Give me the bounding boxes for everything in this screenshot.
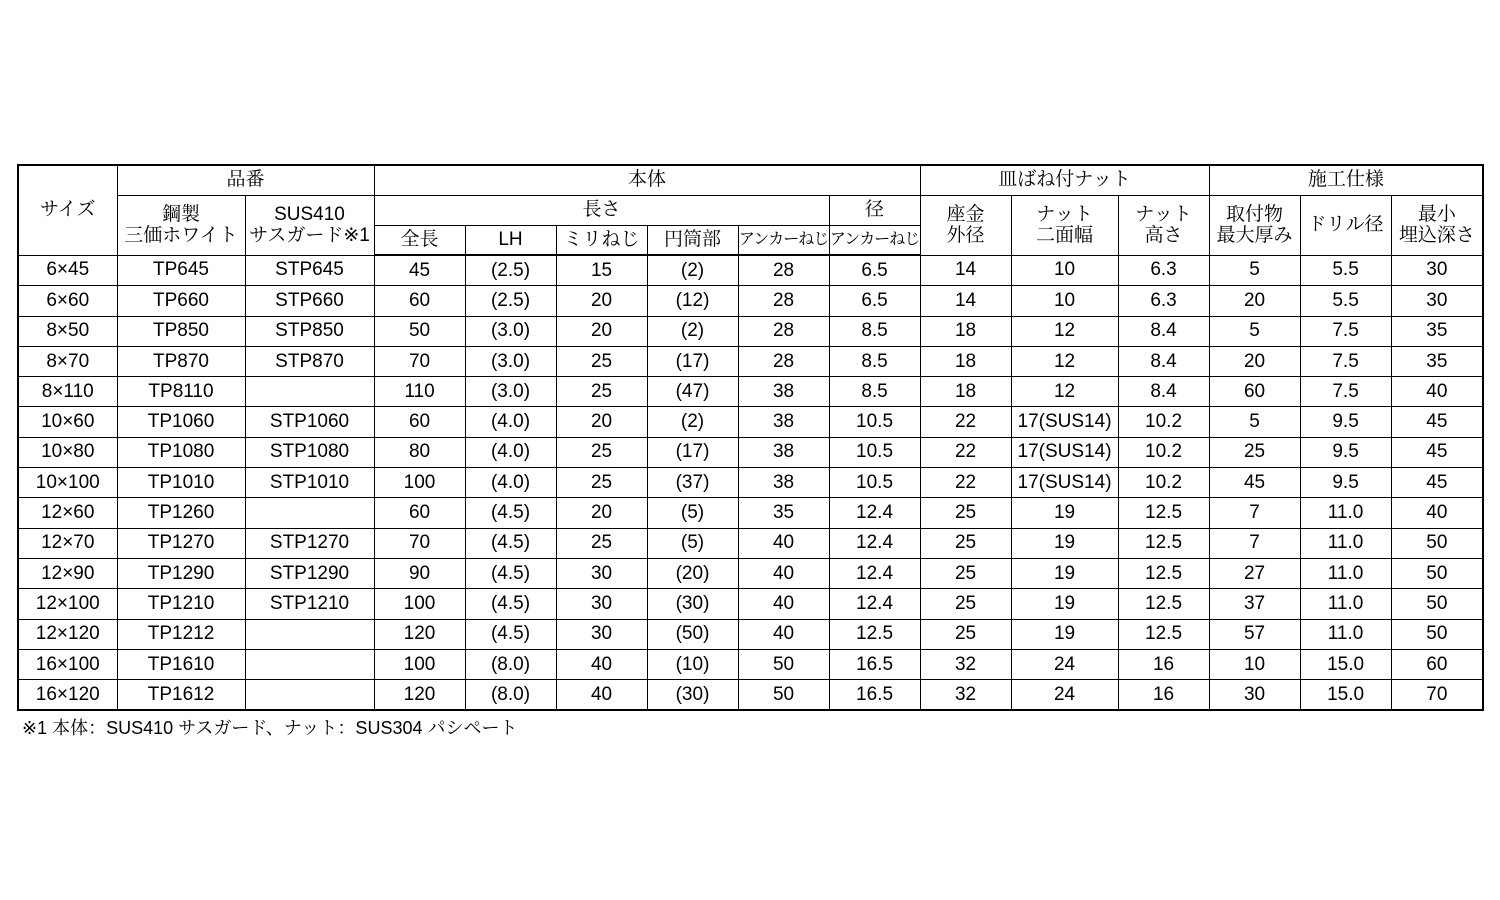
cell-nut-height: 10.2 (1118, 468, 1209, 498)
cell-min-embed: 40 (1391, 377, 1483, 407)
cell-steel-part: TP1210 (117, 589, 245, 619)
table-header (18, 165, 1483, 255)
cell-lh: (3.0) (465, 346, 556, 376)
cell-anchor-dia: 6.5 (829, 255, 920, 286)
spec-table (17, 164, 1484, 711)
cell-total-length: 100 (374, 468, 465, 498)
cell-lh: (4.5) (465, 528, 556, 558)
table-row (18, 468, 1483, 498)
cell-lh: (2.5) (465, 286, 556, 316)
table-row (18, 377, 1483, 407)
cell-washer-od: 25 (920, 619, 1011, 649)
cell-drill-dia: 9.5 (1300, 468, 1391, 498)
cell-anchor-thread: 50 (738, 680, 829, 711)
cell-total-length: 60 (374, 407, 465, 437)
cell-max-thickness: 20 (1209, 346, 1300, 376)
header-size: サイズ (18, 165, 117, 255)
header-anchor-thread-dia: アンカーねじ (829, 225, 920, 255)
header-total-length: 全長 (374, 225, 465, 255)
cell-anchor-dia: 10.5 (829, 468, 920, 498)
cell-min-embed: 35 (1391, 346, 1483, 376)
cell-size: 10×100 (18, 468, 117, 498)
cell-steel-part: TP1212 (117, 619, 245, 649)
cell-washer-od: 25 (920, 589, 1011, 619)
cell-size: 8×110 (18, 377, 117, 407)
table-row (18, 498, 1483, 528)
cell-size: 12×100 (18, 589, 117, 619)
cell-min-embed: 40 (1391, 498, 1483, 528)
cell-drill-dia: 11.0 (1300, 558, 1391, 588)
cell-anchor-thread: 38 (738, 377, 829, 407)
cell-drill-dia: 15.0 (1300, 649, 1391, 679)
cell-washer-od: 18 (920, 316, 1011, 346)
table-row (18, 316, 1483, 346)
cell-total-length: 80 (374, 437, 465, 467)
cell-min-embed: 50 (1391, 528, 1483, 558)
cell-washer-od: 25 (920, 498, 1011, 528)
cell-size: 10×80 (18, 437, 117, 467)
cell-max-thickness: 45 (1209, 468, 1300, 498)
cell-drill-dia: 11.0 (1300, 498, 1391, 528)
cell-max-thickness: 57 (1209, 619, 1300, 649)
cell-steel-part: TP1080 (117, 437, 245, 467)
cell-steel-part: TP1010 (117, 468, 245, 498)
cell-lh: (4.0) (465, 437, 556, 467)
cell-sus-part: STP1010 (245, 468, 374, 498)
cell-lh: (8.0) (465, 649, 556, 679)
cell-size: 12×90 (18, 558, 117, 588)
cell-total-length: 100 (374, 589, 465, 619)
cell-size: 10×60 (18, 407, 117, 437)
cell-anchor-thread: 28 (738, 255, 829, 286)
cell-steel-part: TP850 (117, 316, 245, 346)
header-cylinder: 円筒部 (647, 225, 738, 255)
cell-max-thickness: 5 (1209, 255, 1300, 286)
header-nut-width: ナット 二面幅 (1011, 195, 1118, 255)
cell-washer-od: 18 (920, 346, 1011, 376)
cell-cylinder: (50) (647, 619, 738, 649)
cell-nut-height: 16 (1118, 649, 1209, 679)
cell-total-length: 60 (374, 498, 465, 528)
cell-anchor-thread: 50 (738, 649, 829, 679)
cell-nut-height: 6.3 (1118, 255, 1209, 286)
cell-cylinder: (30) (647, 680, 738, 711)
cell-cylinder: (47) (647, 377, 738, 407)
cell-nut-height: 12.5 (1118, 528, 1209, 558)
cell-anchor-dia: 8.5 (829, 377, 920, 407)
cell-nut-height: 10.2 (1118, 407, 1209, 437)
cell-nut-width: 12 (1011, 346, 1118, 376)
cell-size: 12×70 (18, 528, 117, 558)
header-part-number: 品番 (117, 165, 374, 195)
cell-nut-width: 17(SUS14) (1011, 407, 1118, 437)
cell-sus-part (245, 377, 374, 407)
cell-min-embed: 45 (1391, 437, 1483, 467)
cell-metric-thread: 40 (556, 680, 647, 711)
cell-lh: (4.5) (465, 619, 556, 649)
cell-nut-height: 16 (1118, 680, 1209, 711)
cell-nut-width: 12 (1011, 377, 1118, 407)
cell-steel-part: TP8110 (117, 377, 245, 407)
cell-max-thickness: 30 (1209, 680, 1300, 711)
cell-nut-height: 8.4 (1118, 346, 1209, 376)
table-row (18, 649, 1483, 679)
cell-drill-dia: 7.5 (1300, 377, 1391, 407)
cell-metric-thread: 25 (556, 377, 647, 407)
cell-anchor-dia: 16.5 (829, 649, 920, 679)
cell-max-thickness: 20 (1209, 286, 1300, 316)
cell-cylinder: (2) (647, 255, 738, 286)
cell-anchor-thread: 40 (738, 619, 829, 649)
cell-cylinder: (12) (647, 286, 738, 316)
cell-drill-dia: 11.0 (1300, 589, 1391, 619)
cell-steel-part: TP1270 (117, 528, 245, 558)
cell-lh: (4.5) (465, 498, 556, 528)
cell-lh: (3.0) (465, 377, 556, 407)
table-row (18, 346, 1483, 376)
cell-nut-width: 12 (1011, 316, 1118, 346)
cell-washer-od: 14 (920, 255, 1011, 286)
cell-size: 12×120 (18, 619, 117, 649)
cell-drill-dia: 15.0 (1300, 680, 1391, 711)
cell-min-embed: 45 (1391, 468, 1483, 498)
cell-nut-height: 12.5 (1118, 589, 1209, 619)
cell-washer-od: 22 (920, 407, 1011, 437)
cell-metric-thread: 25 (556, 437, 647, 467)
cell-sus-part (245, 619, 374, 649)
cell-anchor-dia: 12.4 (829, 498, 920, 528)
cell-sus-part (245, 498, 374, 528)
cell-total-length: 45 (374, 255, 465, 286)
cell-total-length: 110 (374, 377, 465, 407)
cell-nut-width: 19 (1011, 589, 1118, 619)
cell-nut-height: 10.2 (1118, 437, 1209, 467)
cell-metric-thread: 20 (556, 407, 647, 437)
cell-anchor-thread: 38 (738, 437, 829, 467)
header-lh: LH (465, 225, 556, 255)
cell-anchor-thread: 28 (738, 346, 829, 376)
cell-cylinder: (17) (647, 346, 738, 376)
cell-drill-dia: 11.0 (1300, 528, 1391, 558)
cell-size: 16×120 (18, 680, 117, 711)
cell-min-embed: 35 (1391, 316, 1483, 346)
cell-sus-part: STP1270 (245, 528, 374, 558)
cell-cylinder: (5) (647, 528, 738, 558)
cell-anchor-thread: 40 (738, 558, 829, 588)
cell-metric-thread: 15 (556, 255, 647, 286)
cell-metric-thread: 30 (556, 619, 647, 649)
header-washer-nut: 皿ばね付ナット (920, 165, 1209, 195)
cell-sus-part: STP1060 (245, 407, 374, 437)
cell-metric-thread: 20 (556, 286, 647, 316)
cell-anchor-dia: 6.5 (829, 286, 920, 316)
cell-total-length: 50 (374, 316, 465, 346)
cell-steel-part: TP1060 (117, 407, 245, 437)
cell-min-embed: 50 (1391, 619, 1483, 649)
cell-washer-od: 32 (920, 680, 1011, 711)
cell-steel-part: TP1612 (117, 680, 245, 711)
cell-steel-part: TP1610 (117, 649, 245, 679)
cell-washer-od: 18 (920, 377, 1011, 407)
header-install: 施工仕様 (1209, 165, 1483, 195)
cell-sus-part: STP850 (245, 316, 374, 346)
table-row (18, 255, 1483, 286)
cell-cylinder: (2) (647, 316, 738, 346)
header-washer-od: 座金 外径 (920, 195, 1011, 255)
cell-washer-od: 22 (920, 437, 1011, 467)
cell-total-length: 70 (374, 346, 465, 376)
cell-anchor-thread: 40 (738, 528, 829, 558)
cell-steel-part: TP870 (117, 346, 245, 376)
table-row (18, 680, 1483, 711)
cell-metric-thread: 20 (556, 316, 647, 346)
cell-nut-width: 19 (1011, 558, 1118, 588)
cell-nut-width: 19 (1011, 498, 1118, 528)
cell-max-thickness: 25 (1209, 437, 1300, 467)
header-metric-thread: ミリねじ (556, 225, 647, 255)
cell-nut-width: 17(SUS14) (1011, 468, 1118, 498)
cell-cylinder: (10) (647, 649, 738, 679)
cell-metric-thread: 25 (556, 468, 647, 498)
cell-anchor-dia: 12.5 (829, 619, 920, 649)
cell-min-embed: 45 (1391, 407, 1483, 437)
cell-metric-thread: 20 (556, 498, 647, 528)
cell-size: 16×100 (18, 649, 117, 679)
cell-min-embed: 30 (1391, 255, 1483, 286)
header-length: 長さ (374, 195, 829, 225)
cell-nut-width: 24 (1011, 649, 1118, 679)
cell-drill-dia: 7.5 (1300, 346, 1391, 376)
cell-sus-part: STP645 (245, 255, 374, 286)
cell-drill-dia: 9.5 (1300, 407, 1391, 437)
cell-total-length: 90 (374, 558, 465, 588)
cell-max-thickness: 10 (1209, 649, 1300, 679)
cell-sus-part: STP1080 (245, 437, 374, 467)
cell-total-length: 60 (374, 286, 465, 316)
cell-washer-od: 25 (920, 528, 1011, 558)
table-row (18, 589, 1483, 619)
cell-lh: (2.5) (465, 255, 556, 286)
cell-lh: (3.0) (465, 316, 556, 346)
cell-min-embed: 50 (1391, 589, 1483, 619)
cell-anchor-dia: 12.4 (829, 558, 920, 588)
cell-max-thickness: 7 (1209, 498, 1300, 528)
cell-sus-part (245, 680, 374, 711)
cell-cylinder: (17) (647, 437, 738, 467)
cell-lh: (4.0) (465, 468, 556, 498)
cell-total-length: 70 (374, 528, 465, 558)
cell-sus-part: STP1290 (245, 558, 374, 588)
cell-anchor-thread: 35 (738, 498, 829, 528)
cell-metric-thread: 40 (556, 649, 647, 679)
cell-nut-height: 12.5 (1118, 498, 1209, 528)
header-nut-height: ナット 高さ (1118, 195, 1209, 255)
cell-drill-dia: 7.5 (1300, 316, 1391, 346)
cell-min-embed: 60 (1391, 649, 1483, 679)
cell-min-embed: 30 (1391, 286, 1483, 316)
cell-size: 6×45 (18, 255, 117, 286)
cell-nut-height: 6.3 (1118, 286, 1209, 316)
cell-lh: (4.0) (465, 407, 556, 437)
cell-anchor-thread: 38 (738, 407, 829, 437)
cell-cylinder: (5) (647, 498, 738, 528)
cell-drill-dia: 11.0 (1300, 619, 1391, 649)
cell-nut-width: 17(SUS14) (1011, 437, 1118, 467)
cell-anchor-thread: 28 (738, 286, 829, 316)
cell-size: 12×60 (18, 498, 117, 528)
cell-total-length: 120 (374, 619, 465, 649)
cell-nut-width: 19 (1011, 528, 1118, 558)
cell-anchor-dia: 16.5 (829, 680, 920, 711)
cell-steel-part: TP1260 (117, 498, 245, 528)
cell-nut-width: 10 (1011, 286, 1118, 316)
cell-washer-od: 32 (920, 649, 1011, 679)
cell-nut-width: 24 (1011, 680, 1118, 711)
cell-anchor-dia: 8.5 (829, 316, 920, 346)
cell-max-thickness: 60 (1209, 377, 1300, 407)
cell-max-thickness: 37 (1209, 589, 1300, 619)
cell-max-thickness: 7 (1209, 528, 1300, 558)
cell-nut-width: 10 (1011, 255, 1118, 286)
cell-drill-dia: 5.5 (1300, 286, 1391, 316)
cell-metric-thread: 25 (556, 528, 647, 558)
header-drill-dia: ドリル径 (1300, 195, 1391, 255)
cell-lh: (8.0) (465, 680, 556, 711)
cell-anchor-thread: 28 (738, 316, 829, 346)
header-anchor-thread: アンカーねじ (738, 225, 829, 255)
cell-cylinder: (20) (647, 558, 738, 588)
cell-cylinder: (2) (647, 407, 738, 437)
header-steel: 鋼製 三価ホワイト (117, 195, 245, 255)
cell-size: 6×60 (18, 286, 117, 316)
cell-size: 8×50 (18, 316, 117, 346)
cell-nut-height: 8.4 (1118, 377, 1209, 407)
cell-washer-od: 22 (920, 468, 1011, 498)
cell-max-thickness: 5 (1209, 407, 1300, 437)
cell-min-embed: 70 (1391, 680, 1483, 711)
header-min-embed: 最小 埋込深さ (1391, 195, 1483, 255)
cell-steel-part: TP645 (117, 255, 245, 286)
header-body: 本体 (374, 165, 920, 195)
cell-washer-od: 14 (920, 286, 1011, 316)
cell-metric-thread: 25 (556, 346, 647, 376)
cell-anchor-dia: 10.5 (829, 437, 920, 467)
header-max-thickness: 取付物 最大厚み (1209, 195, 1300, 255)
cell-min-embed: 50 (1391, 558, 1483, 588)
cell-sus-part: STP1210 (245, 589, 374, 619)
cell-steel-part: TP660 (117, 286, 245, 316)
cell-anchor-dia: 8.5 (829, 346, 920, 376)
table-row (18, 407, 1483, 437)
cell-anchor-thread: 40 (738, 589, 829, 619)
cell-sus-part: STP870 (245, 346, 374, 376)
cell-sus-part (245, 649, 374, 679)
table-row (18, 619, 1483, 649)
cell-lh: (4.5) (465, 589, 556, 619)
cell-anchor-thread: 38 (738, 468, 829, 498)
cell-anchor-dia: 12.4 (829, 528, 920, 558)
cell-cylinder: (30) (647, 589, 738, 619)
cell-washer-od: 25 (920, 558, 1011, 588)
table-row (18, 437, 1483, 467)
cell-total-length: 120 (374, 680, 465, 711)
cell-nut-height: 12.5 (1118, 558, 1209, 588)
cell-max-thickness: 5 (1209, 316, 1300, 346)
cell-anchor-dia: 10.5 (829, 407, 920, 437)
table-body (18, 255, 1483, 710)
header-sus: SUS410 サスガード※1 (245, 195, 374, 255)
cell-max-thickness: 27 (1209, 558, 1300, 588)
cell-lh: (4.5) (465, 558, 556, 588)
cell-size: 8×70 (18, 346, 117, 376)
footnote: ※1 本体：SUS410 サスガード、ナット：SUS304 パシペート (22, 718, 518, 738)
cell-sus-part: STP660 (245, 286, 374, 316)
table-row (18, 558, 1483, 588)
header-diameter: 径 (829, 195, 920, 225)
cell-nut-height: 12.5 (1118, 619, 1209, 649)
cell-metric-thread: 30 (556, 589, 647, 619)
cell-drill-dia: 9.5 (1300, 437, 1391, 467)
cell-total-length: 100 (374, 649, 465, 679)
cell-nut-height: 8.4 (1118, 316, 1209, 346)
table-row (18, 286, 1483, 316)
cell-anchor-dia: 12.4 (829, 589, 920, 619)
cell-steel-part: TP1290 (117, 558, 245, 588)
table-row (18, 528, 1483, 558)
cell-cylinder: (37) (647, 468, 738, 498)
cell-metric-thread: 30 (556, 558, 647, 588)
cell-nut-width: 19 (1011, 619, 1118, 649)
cell-drill-dia: 5.5 (1300, 255, 1391, 286)
